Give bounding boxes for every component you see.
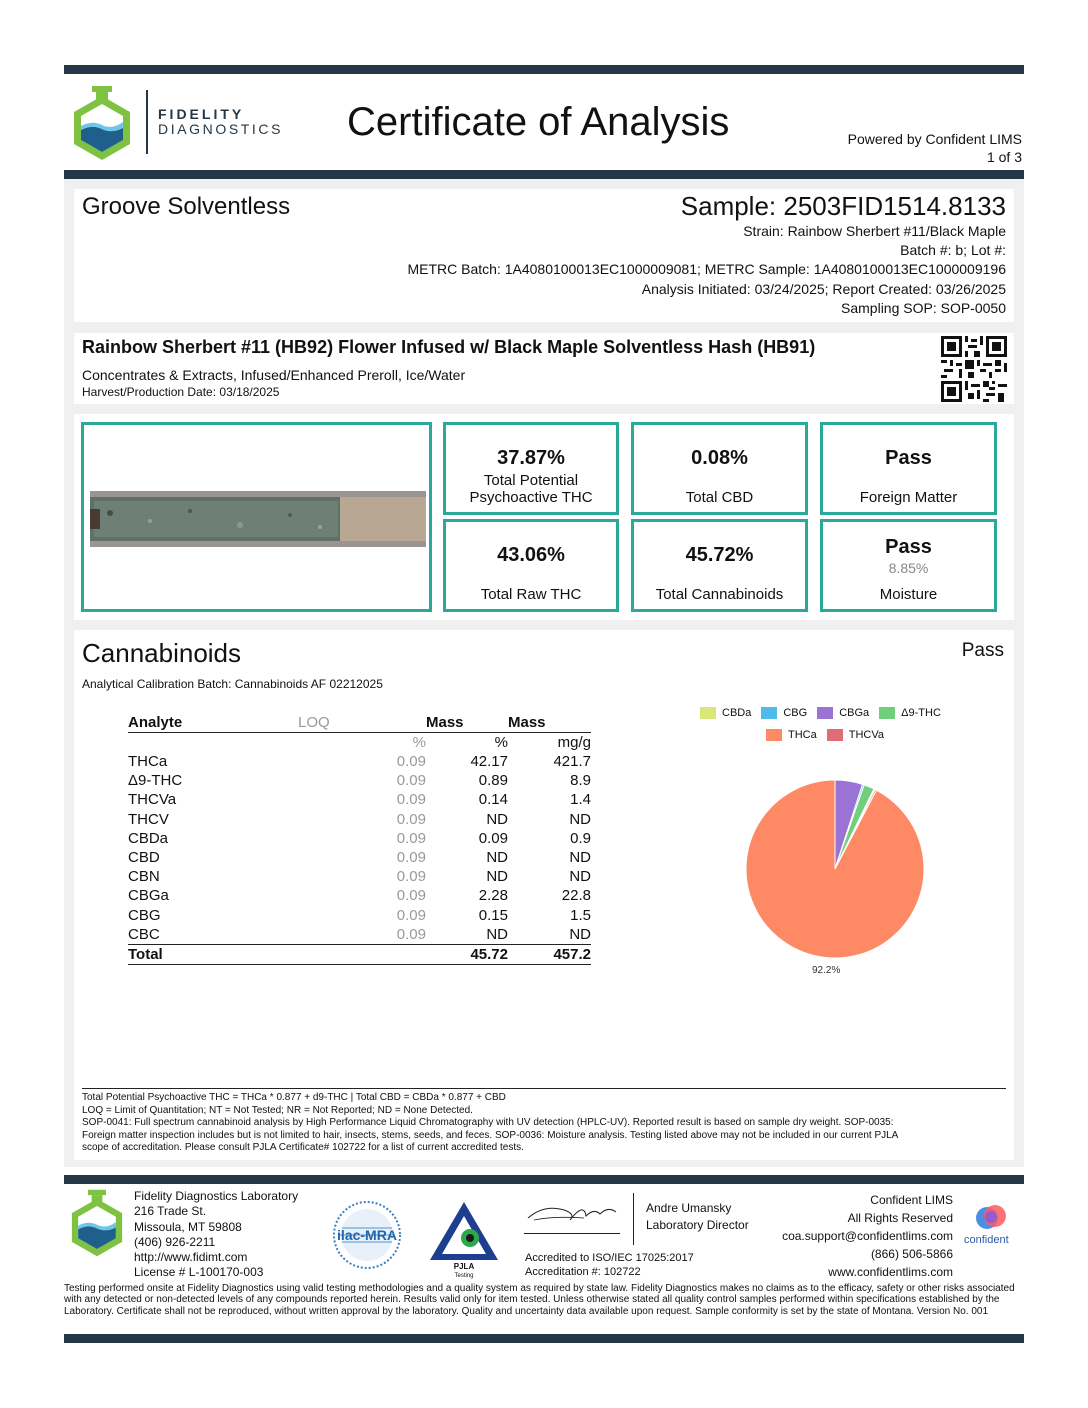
total-label: Total	[128, 944, 298, 964]
unit-loq: %	[412, 734, 426, 751]
mass-mg-cell: 1.4	[570, 791, 591, 809]
confident-logo-icon	[974, 1202, 1008, 1232]
legend-item	[879, 707, 941, 719]
signature-line	[524, 1233, 620, 1234]
unit-mass-mg: mg/g	[557, 734, 591, 751]
mass-pct-cell: ND	[486, 925, 508, 943]
mass-pct-cell: 2.28	[478, 887, 508, 905]
analyte-cell: THCVa	[128, 791, 177, 809]
note-line: Foreign matter inspection includes but is not limited to hair, insects, stems, seeds, and feces. SOP-0036: Moisture analysis. Testing listed above may not be included in our current PJLA	[82, 1129, 899, 1141]
sampling-sop: Sampling SOP: SOP-0050	[841, 300, 1006, 316]
table-row	[128, 867, 591, 886]
table-row	[128, 810, 591, 829]
mass-pct-cell: ND	[486, 810, 508, 828]
header-bar	[64, 170, 1024, 179]
table-header-row	[128, 713, 591, 733]
tile-value: 45.72%	[685, 544, 754, 566]
loq-cell: 0.09	[396, 925, 426, 943]
notes	[82, 1092, 1006, 1155]
tile-value: Pass	[885, 536, 932, 558]
table-row	[128, 848, 591, 867]
strain: Strain: Rainbow Sherbert #11/Black Maple	[743, 223, 1006, 239]
loq-cell: 0.09	[396, 887, 426, 905]
confident-website[interactable]: www.confidentlims.com	[828, 1265, 953, 1279]
tile-value: Pass	[885, 447, 932, 469]
confident-logo-text: confident	[964, 1234, 1009, 1246]
section-status: Pass	[961, 640, 1004, 661]
signature-icon	[524, 1198, 624, 1228]
loq-cell: 0.09	[396, 868, 426, 886]
confident-phone: (866) 506-5866	[870, 1247, 953, 1261]
analyte-cell: CBC	[128, 925, 160, 943]
accreditation-number: Accreditation #: 102722	[525, 1266, 641, 1278]
chart-legend	[700, 706, 990, 746]
tile-label: Moisture	[879, 586, 938, 603]
top-bar	[64, 65, 1024, 74]
mass-mg-cell: 1.5	[570, 906, 591, 924]
analyte-cell: CBG	[128, 906, 161, 924]
legend-swatch	[817, 707, 833, 719]
product-panel	[74, 333, 1014, 404]
legend-item	[761, 707, 807, 719]
note-line: scope of accreditation. Please consult PJLA Certificate# 102722 for a list of current accredited tests.	[82, 1142, 524, 1153]
legend-item	[700, 707, 751, 719]
pie-data-label: 92.2%	[812, 965, 841, 976]
mass-mg-cell: ND	[569, 849, 591, 867]
legend-item	[817, 707, 869, 719]
table-total-row	[128, 944, 591, 964]
tile-label: Total CBD	[685, 489, 754, 506]
col-analyte: Analyte	[128, 713, 298, 733]
table-row	[128, 886, 591, 905]
cannabinoid-table	[128, 713, 591, 965]
legend-swatch	[766, 729, 782, 741]
legend-item	[827, 729, 884, 741]
lab-phone: (406) 926-2211	[134, 1234, 216, 1249]
lab-city: Missoula, MT 59808	[134, 1219, 242, 1234]
product-name: Rainbow Sherbert #11 (HB92) Flower Infused w/ Black Maple Solventless Hash (HB91)	[82, 337, 816, 357]
lab-street: 216 Trade St.	[134, 1204, 207, 1219]
mass-mg-cell: 0.9	[570, 829, 591, 847]
mass-pct-cell: ND	[486, 849, 508, 867]
section-title: Cannabinoids	[82, 638, 242, 668]
tile-moisture	[820, 519, 997, 612]
legend-label: THCVa	[848, 729, 884, 741]
product-category: Concentrates & Extracts, Infused/Enhanced Preroll, Ice/Water	[82, 367, 466, 383]
calibration-batch: Analytical Calibration Batch: Cannabinoids AF 02212025	[82, 677, 383, 691]
tile-total-cbd	[631, 422, 808, 515]
pjla-logo-subtext: Testing	[454, 1273, 474, 1279]
mass-mg-cell: ND	[569, 925, 591, 943]
bottom-bar	[64, 1334, 1024, 1343]
logo-line1: FIDELITY	[158, 106, 245, 122]
table-row	[128, 790, 591, 809]
sample-id: Sample: 2503FID1514.8133	[680, 191, 1006, 221]
sample-panel	[74, 189, 1014, 322]
mass-pct-cell: 0.14	[478, 791, 508, 809]
loq-cell: 0.09	[396, 791, 426, 809]
confident-name: Confident LIMS	[870, 1193, 953, 1207]
legend-label: CBGa	[839, 707, 870, 719]
tile-total-raw-thc	[443, 519, 619, 612]
logo-divider	[146, 90, 148, 154]
pjla-logo-text: PJLA	[453, 1262, 475, 1271]
total-mass-mg: 457.2	[508, 944, 591, 964]
flask-logo-icon	[70, 84, 134, 162]
tile-subvalue: 8.85%	[888, 560, 929, 576]
loq-cell: 0.09	[396, 810, 426, 828]
mass-mg-cell: 421.7	[553, 753, 591, 771]
mass-pct-cell: 42.17	[470, 753, 508, 771]
legend-label: CBDa	[722, 707, 752, 719]
harvest-date: Harvest/Production Date: 03/18/2025	[82, 385, 280, 399]
table-row	[128, 829, 591, 848]
legend-swatch	[700, 707, 716, 719]
loq-cell: 0.09	[396, 829, 426, 847]
lab-license: License # L-100170-003	[134, 1265, 264, 1280]
mass-mg-cell: 22.8	[561, 887, 591, 905]
mass-pct-cell: 0.89	[478, 772, 508, 790]
tile-foreign-matter	[820, 422, 997, 515]
client-name: Groove Solventless	[82, 193, 291, 220]
signer-name: Andre Umansky	[646, 1201, 732, 1215]
col-mass-pct: Mass	[426, 713, 508, 733]
table-units-row	[128, 733, 591, 753]
analyte-cell: CBN	[128, 868, 160, 886]
unit-mass-pct: %	[494, 734, 508, 751]
analyte-cell: THCa	[128, 753, 168, 771]
col-loq: LOQ	[298, 713, 426, 733]
table-row	[128, 752, 591, 771]
mass-pct-cell: 0.09	[478, 829, 508, 847]
table-row	[128, 906, 591, 925]
mass-pct-cell: 0.15	[478, 906, 508, 924]
product-image-tile	[81, 422, 432, 612]
note-line: Total Potential Psychoactive THC = THCa * 0.877 + d9-THC | Total CBD = CBDa * 0.877 + CBD	[82, 1092, 506, 1103]
footer-flask-logo-icon	[68, 1188, 126, 1258]
analyte-cell: THCV	[128, 810, 169, 828]
tile-label: Total Cannabinoids	[655, 586, 784, 603]
powered-by: Powered by Confident LIMS	[847, 131, 1022, 147]
mass-pct-cell: ND	[486, 868, 508, 886]
batch-lot: Batch #: b; Lot #:	[900, 242, 1006, 258]
mass-mg-cell: 8.9	[570, 772, 591, 790]
loq-cell: 0.09	[396, 906, 426, 924]
notes-divider	[82, 1088, 1006, 1089]
confident-rights: All Rights Reserved	[847, 1211, 953, 1225]
lab-name: Fidelity Diagnostics Laboratory	[134, 1189, 299, 1203]
tile-label: Foreign Matter	[859, 489, 958, 506]
total-mass-pct: 45.72	[426, 944, 508, 964]
footer-bar	[64, 1175, 1024, 1184]
legend-label: Δ9-THC	[901, 707, 941, 719]
analyte-cell: CBGa	[128, 887, 169, 905]
pjla-logo-icon	[426, 1198, 502, 1280]
tile-value: 43.06%	[497, 544, 565, 566]
page-number: 1 of 3	[986, 149, 1022, 165]
signature-divider	[633, 1193, 634, 1245]
loq-cell: 0.09	[396, 753, 426, 771]
table-row	[128, 771, 591, 790]
pie-slice-thca	[746, 780, 924, 958]
tile-label: Total Raw THC	[480, 586, 582, 603]
ilac-logo-text: ilac-MRA	[337, 1227, 397, 1243]
tile-value: 0.08%	[691, 447, 748, 469]
tile-total-cannabinoids	[631, 519, 808, 612]
tile-total-thc	[443, 422, 619, 515]
col-mass-mg: Mass	[508, 713, 591, 733]
note-line: SOP-0041: Full spectrum cannabinoid analysis by High Performance Liquid Chromatography with UV detection (HPLC-UV). Reported result is based on sample dry weight. SOP-0035:	[82, 1117, 894, 1128]
tile-label: Total Potential Psychoactive THC	[469, 472, 593, 506]
confident-email[interactable]: coa.support@confidentlims.com	[782, 1229, 953, 1243]
analyte-cell: CBDa	[128, 829, 169, 847]
loq-cell: 0.09	[396, 849, 426, 867]
note-line: LOQ = Limit of Quantitation; NT = Not Tested; NR = Not Reported; ND = None Detected.	[82, 1104, 473, 1116]
mass-mg-cell: ND	[569, 868, 591, 886]
ilac-mra-logo-icon	[328, 1200, 406, 1270]
analyte-cell: CBD	[128, 849, 160, 867]
loq-cell: 0.09	[396, 772, 426, 790]
table-row	[128, 925, 591, 945]
page-title: Certificate of Analysis	[347, 100, 730, 144]
analyte-cell: Δ9-THC	[128, 772, 183, 790]
lab-website[interactable]: http://www.fidimt.com	[134, 1250, 248, 1265]
logo-line2: DIAGNOSTICS	[158, 121, 284, 137]
pie-chart	[740, 775, 930, 985]
analysis-dates: Analysis Initiated: 03/24/2025; Report Created: 03/26/2025	[641, 281, 1006, 297]
confident-contact	[782, 1191, 953, 1281]
unit-analyte	[128, 733, 298, 753]
legend-swatch	[879, 707, 895, 719]
qr-code-icon[interactable]	[941, 336, 1007, 402]
legend-item	[766, 729, 817, 741]
total-loq	[298, 944, 426, 964]
tile-value: 37.87%	[497, 447, 565, 469]
lab-address	[134, 1189, 298, 1281]
preroll-image	[90, 491, 426, 547]
legend-label: CBG	[783, 707, 808, 719]
legend-swatch	[761, 707, 777, 719]
mass-mg-cell: ND	[569, 810, 591, 828]
legend-label: THCa	[788, 729, 817, 741]
disclaimer: Testing performed onsite at Fidelity Diagnostics using valid testing methodologies and a quality system as required by state law. Fidelity Diagnostics makes no claims as to the efficacy, safety or other risks associated with any detected or non-detected levels of any compounds reported herein. Results valid only for item tested. Unless otherwise stated all quality control samples performed within specifications established by the Laboratory. Certificate shall not be reproduced, without written approval by the laboratory. Quality and uncertainty data available upon request. Sample conformity is set by the state of Montana. Version No. 001	[64, 1283, 1015, 1317]
legend-swatch	[827, 729, 843, 741]
metrc: METRC Batch: 1A4080100013EC1000009081; METRC Sample: 1A4080100013EC1000009196	[407, 261, 1006, 277]
accreditation-standard: Accredited to ISO/IEC 17025:2017	[525, 1252, 694, 1264]
signer-title: Laboratory Director	[646, 1218, 749, 1232]
